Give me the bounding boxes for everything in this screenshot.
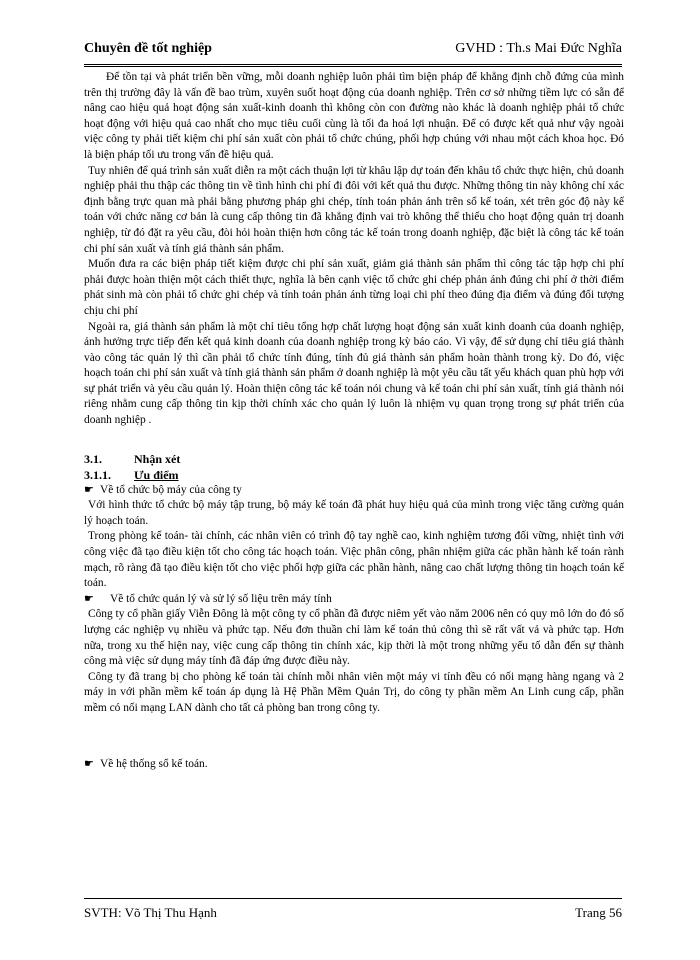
paragraph: Công ty đã trang bị cho phòng kế toán tài chính mỗi nhân viên một máy vi tính đều có nối mạng hàng ngang và 2 máy in với phần mềm kế toán áp dụng là Hệ Phần Mềm Quản Trị, do công ty phần mềm An Linh cung cấp, phần mềm có nối mạng LAN dành cho tất cả phòng ban trong công ty. (84, 670, 624, 714)
section-number: 3.1. (84, 451, 102, 466)
header-title: Chuyên đề tốt nghiệp (84, 41, 212, 56)
bullet-text: Về hệ thống sổ kế toán. (100, 757, 208, 770)
bullet-text: Về tổ chức quản lý và sử lý số liệu trên máy tính (110, 592, 332, 605)
paragraph: Trong phòng kế toán- tài chính, các nhân viên có trình độ tay nghề cao, kinh nghiệm tương đối vững, nhiệt tình với công việc đã tạo điều kiện tốt cho công tác hoạch toán. Việc phân công, phân nhiệm giữa các phần hành kế toán rành mạch, rõ ràng đã tạo điều kiện tốt cho việc phối hợp giữa các phần hành, nâng cao chất lượng thông tin hoạch toán kế toán. (84, 530, 624, 590)
section-number: 3.1.1. (84, 467, 111, 482)
bullet-item (84, 757, 624, 773)
bullet-item (84, 483, 624, 499)
paragraph: Công ty cổ phần giấy Viễn Đông là một công ty cổ phần đã được niêm yết vào năm 2006 nên có quy mô lớn do đó số lượng các nghiệp vụ nhiều và phức tạp. Nếu đơn thuần chỉ làm kế toán thủ công thì sẽ rất vất vả và phức tạp. Hơn nữa, trong xu thế hiện nay, việc cung cấp thông tin chính xác, kịp thời là một trong những yếu tố dẫn đến sự thành công mà việc sử dụng máy tính đã đáp ứng được điều này. (84, 608, 624, 668)
page-footer (84, 898, 622, 920)
page-number: Trang 56 (575, 905, 622, 920)
footer-student: SVTH: Võ Thị Thu Hạnh (84, 905, 217, 920)
paragraph: Để tồn tại và phát triển bền vững, mỗi doanh nghiệp luôn phải tìm biện pháp để khẳng định chỗ đứng của mình trên thị trường đây là vấn đề bao trùm, xuyên suốt hoạt động của doanh nghiệp. Trên cơ sở những tiềm lực có sẵn để nâng cao hiệu quả hoạt động sản xuất-kinh doanh thì không còn con đường nào khác là doanh nghiệp phải tổ chức hoạt động với hiệu quả cao nhất cho mục tiêu cuối cùng là tối đa hoá lợi nhuận. Để có được kết quả như vậy ngoài việc công ty phải tiết kiệm chi phí sản xuất còn phải tổ chức chúng, phối hợp chúng với nhau một cách khoa học. Đó là biện pháp tối ưu trong vấn đề hiệu quả. (84, 71, 624, 161)
paragraph: Với hình thức tổ chức bộ máy tập trung, bộ máy kế toán đã phát huy hiệu quả của mình trong việc tăng cường quản lý hoạch toán. (84, 499, 624, 527)
page-header (84, 40, 622, 67)
bullet-item (84, 592, 624, 608)
bullet-text: Về tổ chức bộ máy của công ty (100, 483, 242, 496)
paragraph: Tuy nhiên để quá trình sản xuất diễn ra một cách thuận lợi từ khâu lập dự toán đến khâu tổ chức thực hiện, chủ doanh nghiệp phải thu thập các thông tin về tình hình chi phí đi đôi với kết quả thu được. Những thông tin này không chỉ xác định bằng trực quan mà phải bằng phương pháp ghi chép, tính toán phản ánh trên sổ kế toán, xét trên góc độ này kế toán với chức năng cơ bản là cung cấp thông tin đã khẳng định vai trò không thể thiếu cho hoạt động quản trị doanh nghiệp, từ đó đặt ra yêu cầu, đòi hỏi hoàn thiện hơn công tác kế toán trong doanh nghiệp, đặc biệt là công tác kế toán chi phí sản xuất và tính giá thành sản phẩm. (84, 164, 624, 255)
paragraph: Muốn đưa ra các biện pháp tiết kiệm được chi phí sản xuất, giảm giá thành sản phẩm thì công tác tập hợp chi phí phải được hoàn thiện một cách thiết thực, nghĩa là bên cạnh việc tổ chức ghi chép phản ánh đúng chi phí ở thời điểm phát sinh mà còn phải tổ chức ghi chép và tính toán phản ánh từng loại chi phí theo đúng địa điểm và đúng đối tượng chịu chi phí (84, 258, 624, 317)
page-content (84, 70, 624, 772)
section-heading-3-1-1 (84, 467, 624, 483)
hand-pointer-icon: ☛ (84, 483, 94, 496)
paragraph: Ngoài ra, giá thành sản phẩm là một chỉ tiêu tổng hợp chất lượng hoạt động sản xuất kinh doanh của doanh nghiệp, ảnh hưởng trực tiếp đến kết quả kinh doanh của doanh nghiệp trong kỳ báo cáo. Vì vậy, để sử dụng chỉ tiêu giá thành vào công tác quản lý thì cần phải tổ chức tính đúng, tính đủ giá thành sản phẩm hoàn thành trong kỳ. Do đó, việc hoạch toán chi phí sản xuất và tính giá thành sản phẩm ở doanh nghiệp là một yêu cầu tất yếu khách quan phù hợp với sự phát triển và yêu cầu quản lý. Hoàn thiện công tác kế toán nói chung và kế toán chi phí sản xuất, tính giá thành nói riêng nhằm cung cấp thông tin kịp thời chính xác cho quản lý luôn là nhiệm vụ quan trọng trong sự phát triển của doanh nghiệp . (84, 320, 624, 427)
header-supervisor: GVHD : Th.s Mai Đức Nghĩa (455, 41, 622, 56)
section-title: Ưu điểm (134, 467, 179, 482)
section-heading-3-1 (84, 451, 624, 467)
hand-pointer-icon: ☛ (84, 757, 94, 770)
section-title: Nhận xét (134, 451, 181, 466)
hand-pointer-icon: ☛ (84, 592, 94, 605)
